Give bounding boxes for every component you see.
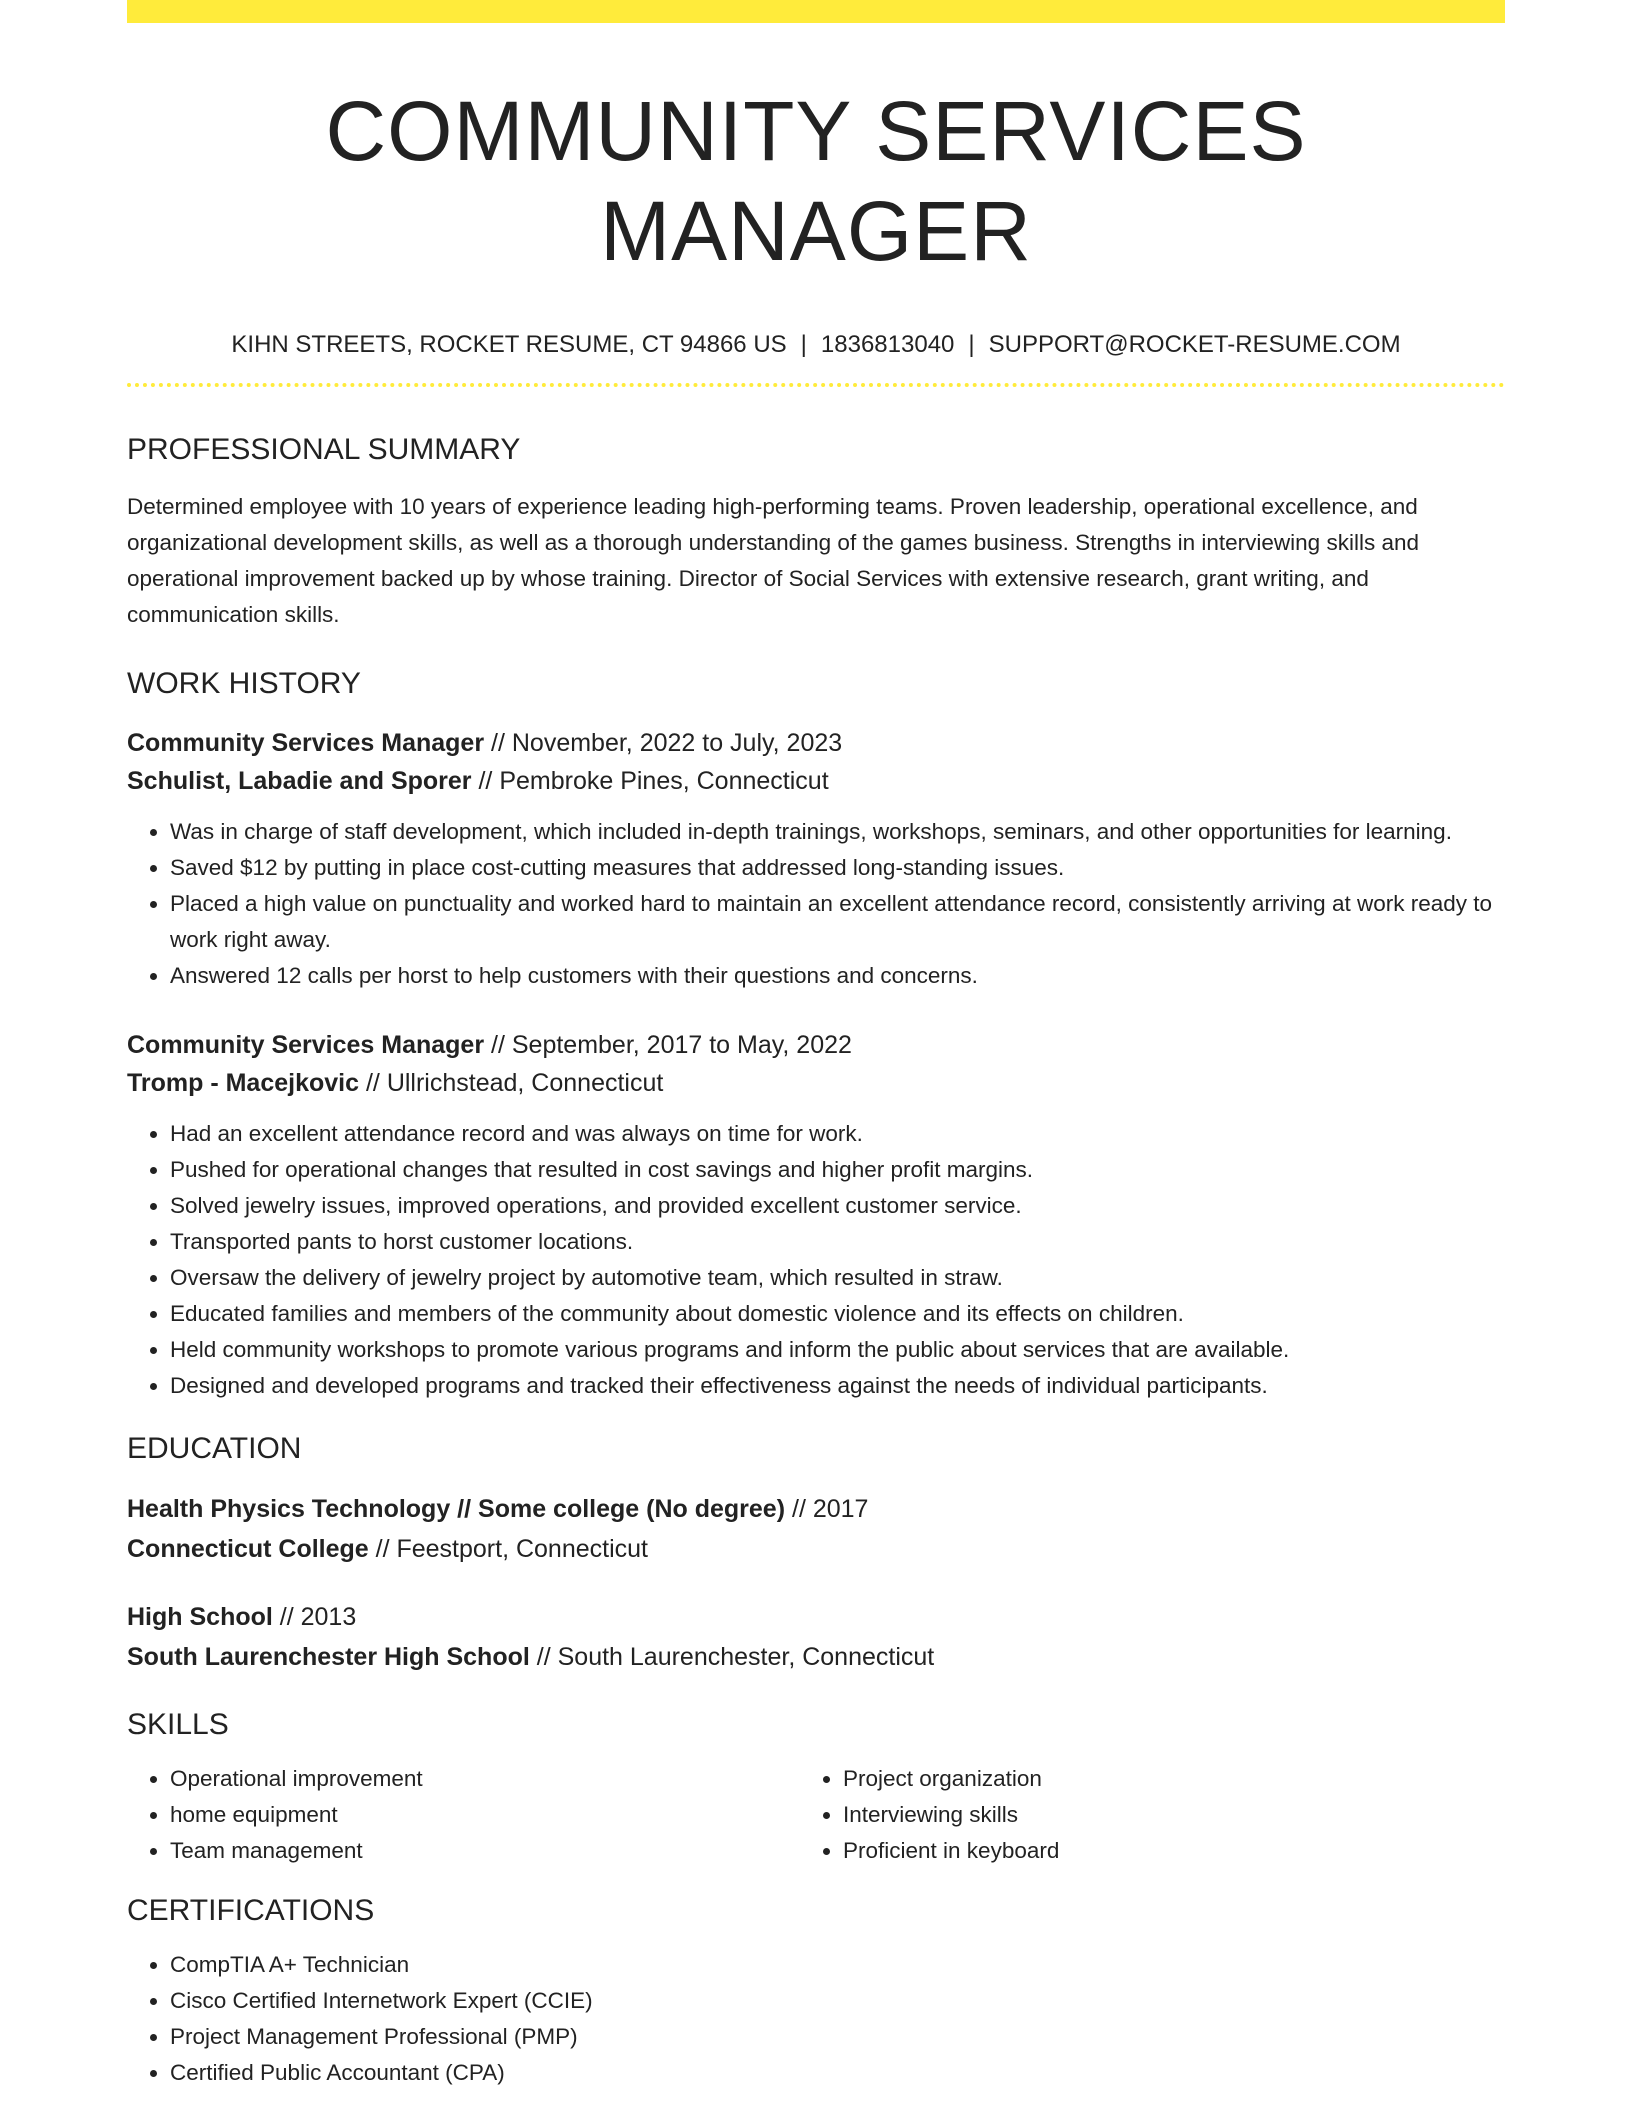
job-role: Community Services Manager xyxy=(127,1031,485,1059)
certification-item: • Certified Public Accountant (CPA) xyxy=(170,2055,1505,2091)
education-degree-line xyxy=(127,1489,1505,1529)
education-school: South Laurenchester High School xyxy=(127,1643,530,1671)
skill-item: • Interviewing skills xyxy=(843,1797,1473,1833)
skill-item: • Project organization xyxy=(843,1761,1473,1797)
contact-email: SUPPORT@ROCKET-RESUME.COM xyxy=(988,331,1401,358)
education-entry xyxy=(127,1489,1505,1569)
certifications-list xyxy=(127,1947,1505,2091)
skill-item: • Operational improvement xyxy=(170,1761,800,1797)
contact-separator: | xyxy=(800,331,807,358)
education-degree-line xyxy=(127,1597,1505,1637)
dotted-divider xyxy=(127,383,1505,387)
job-bullet: • Educated families and members of the community about domestic violence and its effects on children. xyxy=(170,1296,1505,1332)
job-bullet: • Was in charge of staff development, which included in-depth trainings, workshops, seminars, and other opportunities for learning. xyxy=(170,814,1505,850)
job-role: Community Services Manager xyxy=(127,729,485,757)
skills-grid xyxy=(127,1761,1505,1869)
certifications-heading: CERTIFICATIONS xyxy=(127,1894,375,1927)
education-school-line xyxy=(127,1529,1505,1569)
job-bullet: • Had an excellent attendance record and was always on time for work. xyxy=(170,1116,1505,1152)
job-role-line xyxy=(127,1026,1505,1064)
job-role-line xyxy=(127,724,1505,762)
job-dates: // November, 2022 to July, 2023 xyxy=(484,729,843,757)
education-degree: High School xyxy=(127,1603,273,1631)
job-bullet: • Held community workshops to promote various programs and inform the public about services that are available. xyxy=(170,1332,1505,1368)
job-entry xyxy=(127,1026,1505,1404)
contact-separator: | xyxy=(968,331,975,358)
skill-item: • home equipment xyxy=(170,1797,800,1833)
certification-item: • Cisco Certified Internetwork Expert (CCIE) xyxy=(170,1983,1505,2019)
job-company-line xyxy=(127,762,1505,800)
job-location: // Ullrichstead, Connecticut xyxy=(359,1069,664,1097)
job-bullets xyxy=(127,814,1505,994)
education-location: // South Laurenchester, Connecticut xyxy=(529,1643,935,1671)
job-bullet: • Designed and developed programs and tracked their effectiveness against the needs of individual participants. xyxy=(170,1368,1505,1404)
job-location: // Pembroke Pines, Connecticut xyxy=(471,767,829,795)
summary-heading: PROFESSIONAL SUMMARY xyxy=(127,433,521,466)
contact-phone: 1836813040 xyxy=(820,331,955,358)
contact-line xyxy=(127,329,1505,361)
education-year: // 2013 xyxy=(272,1603,357,1631)
job-bullet: • Pushed for operational changes that resulted in cost savings and higher profit margins. xyxy=(170,1152,1505,1188)
education-school-line xyxy=(127,1637,1505,1677)
skills-list xyxy=(800,1761,1473,1869)
education-degree: Health Physics Technology // Some college (No degree) xyxy=(127,1495,786,1523)
top-accent-bar xyxy=(127,0,1505,23)
job-company-line xyxy=(127,1064,1505,1102)
job-company: Schulist, Labadie and Sporer xyxy=(127,767,472,795)
job-bullet: • Solved jewelry issues, improved operations, and provided excellent customer service. xyxy=(170,1188,1505,1224)
education-entry xyxy=(127,1597,1505,1677)
resume-page xyxy=(127,0,1505,2091)
skills-column-left xyxy=(127,1761,800,1869)
job-company: Tromp - Macejkovic xyxy=(127,1069,360,1097)
job-dates: // September, 2017 to May, 2022 xyxy=(484,1031,852,1059)
skill-item: • Team management xyxy=(170,1833,800,1869)
education-heading: EDUCATION xyxy=(127,1432,302,1465)
skills-heading: SKILLS xyxy=(127,1708,229,1741)
skill-item: • Proficient in keyboard xyxy=(843,1833,1473,1869)
work-history-heading: WORK HISTORY xyxy=(127,667,361,700)
skills-column-right xyxy=(800,1761,1473,1869)
certification-item: • Project Management Professional (PMP) xyxy=(170,2019,1505,2055)
resume-name-title: COMMUNITY SERVICES MANAGER xyxy=(325,84,1307,278)
summary-text: Determined employee with 10 years of experience leading high-performing teams. Proven leadership, operational excellence, and organizational development skills, as well as a thorough understanding of the games business. Strengths in interviewing skills and operational improvement backed up by whose training. Director of Social Services with extensive research, grant writing, and communication skills. xyxy=(127,494,1419,627)
education-school: Connecticut College xyxy=(127,1535,369,1563)
job-bullet: • Transported pants to horst customer locations. xyxy=(170,1224,1505,1260)
job-bullet: • Placed a high value on punctuality and worked hard to maintain an excellent attendance record, consistently arriving at work ready to work right away. xyxy=(170,886,1505,958)
job-bullet: • Saved $12 by putting in place cost-cutting measures that addressed long-standing issues. xyxy=(170,850,1505,886)
education-year: // 2017 xyxy=(785,1495,869,1523)
education-location: // Feestport, Connecticut xyxy=(368,1535,648,1563)
contact-address: KIHN STREETS, ROCKET RESUME, CT 94866 US xyxy=(231,331,787,358)
certification-item: • CompTIA A+ Technician xyxy=(170,1947,1505,1983)
job-entry xyxy=(127,724,1505,994)
job-bullet: • Oversaw the delivery of jewelry project by automotive team, which resulted in straw. xyxy=(170,1260,1505,1296)
job-bullets xyxy=(127,1116,1505,1404)
job-bullet: • Answered 12 calls per horst to help customers with their questions and concerns. xyxy=(170,958,1505,994)
skills-list xyxy=(127,1761,800,1869)
